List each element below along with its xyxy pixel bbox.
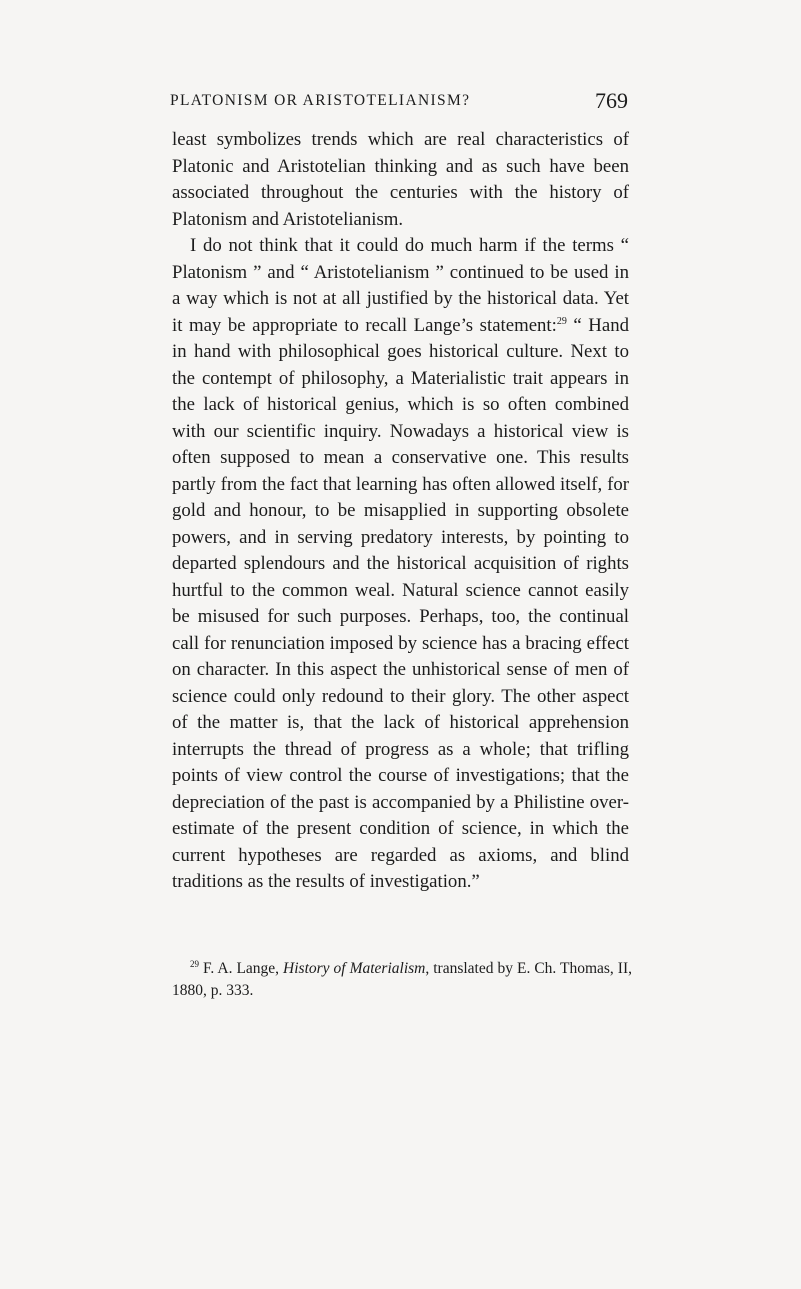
footnote-number: 29 — [190, 959, 199, 969]
paragraph-2 — [172, 233, 629, 896]
running-title: PLATONISM OR ARISTOTELIANISM? — [170, 92, 471, 109]
page-number: 769 — [595, 88, 628, 113]
running-head — [0, 89, 801, 113]
paragraph-2-quote: “ Hand in hand with philosophical goes historical culture. Next to the contempt of philosophy, a Materialistic trait appears in the lack of historical genius, which is so often combined with our scientific inquiry. Nowadays a historical view is often supposed to mean a conservative one. This results partly from the fact that learning has often allowed itself, for gold and honour, to be misapplied in supporting obsolete powers, and in serving predatory interests, by pointing to departed splendours and the historical acquisition of rights hurtful to the common weal. Natural science cannot easily be misused for such purposes. Perhaps, too, the continual call for renunciation imposed by science has a bracing effect on character. In this aspect the unhistorical sense of men of science could only redound to their glory. The other aspect of the matter is, that the lack of historical apprehension interrupts the thread of progress as a whole; that trifling points of view control the course of investigations; that the depreciation of the past is accompanied by a Philistine over-estimate of the present condition of science, in which the current hypotheses are regarded as axioms, and blind traditions as the results of investigation.” — [172, 314, 629, 892]
footnote-details: , translated by E. Ch. Thomas, II, 1880, p. 333. — [172, 960, 632, 999]
footnote-author: F. A. Lange, — [199, 960, 284, 977]
footnote-text — [172, 958, 632, 1002]
footnote — [172, 958, 632, 1002]
body-text — [172, 127, 629, 896]
paragraph-2-before-note: I do not think that it could do much harm if the terms “ Platonism ” and “ Aristotelianism ” continued to be used in a way which is not at all justified by the historical data. Yet it may be appropriate to recall Lange’s statement: — [172, 235, 629, 336]
footnote-book-title: History of Materialism — [283, 960, 426, 977]
paragraph-1: least symbolizes trends which are real characteristics of Platonic and Aristotelian thinking and as such have been associated throughout the centuries with the history of Platonism and Aristotelianism. — [172, 129, 629, 230]
footnote-reference: 29 — [556, 315, 567, 327]
